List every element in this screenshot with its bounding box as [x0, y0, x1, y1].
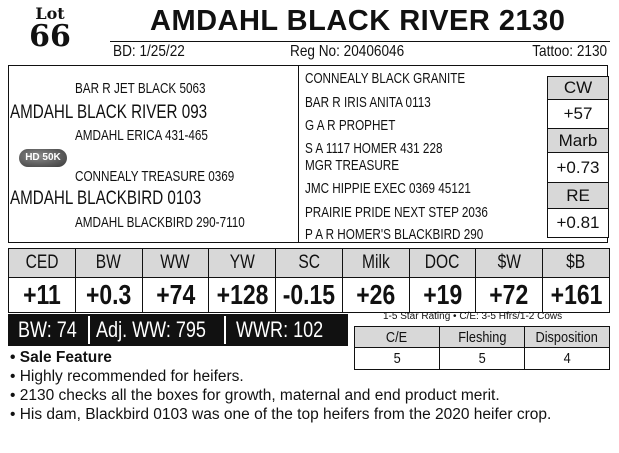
- epd-table: [8, 248, 610, 312]
- re-value: +0.81: [547, 208, 609, 238]
- comments: [10, 348, 610, 424]
- cw-label: CW: [547, 76, 609, 100]
- pedigree-right-5: MGR TREASURE: [305, 157, 400, 174]
- weaning-weight-ratio: WWR: 102: [236, 317, 324, 342]
- score-header-disposition: Disposition: [525, 327, 610, 348]
- dam: AMDAHL BLACKBIRD 0103: [10, 188, 202, 209]
- stat-separator: [224, 316, 226, 344]
- epd-value-yw: +128: [209, 278, 276, 313]
- pedigree-right-1: CONNEALY BLACK GRANITE: [305, 70, 466, 87]
- dam-sire: CONNEALY TREASURE 0369: [75, 168, 235, 185]
- epd-header-sc: SC: [276, 249, 343, 278]
- pedigree-right-7: PRAIRIE PRIDE NEXT STEP 2036: [305, 204, 488, 221]
- score-value-calving-ease: 5: [355, 348, 440, 370]
- sire-dam: AMDAHL ERICA 431-465: [75, 127, 208, 144]
- header-divider: [110, 41, 610, 42]
- epd-header-w-index: $W: [476, 249, 543, 278]
- epd-value-ww: +74: [142, 278, 209, 313]
- pedigree-right-8: P A R HOMER'S BLACKBIRD 290: [305, 226, 484, 243]
- dam-dam: AMDAHL BLACKBIRD 290-7110: [75, 214, 245, 231]
- epd-header-yw: YW: [209, 249, 276, 278]
- score-header-fleshing: Fleshing: [440, 327, 525, 348]
- rating-note: 1-5 Star Rating • C/E: 3-5 Hfrs/1-2 Cows: [383, 311, 563, 322]
- epd-header-bw: BW: [75, 249, 142, 278]
- comment-line: • 2130 checks all the boxes for growth, maternal and end product merit.: [10, 387, 500, 404]
- score-value-disposition: 4: [525, 348, 610, 370]
- epd-value-bw: +0.3: [75, 278, 142, 313]
- epd-header-ww: WW: [142, 249, 209, 278]
- sire: AMDAHL BLACK RIVER 093: [10, 102, 208, 123]
- birth-weight: BW: 74: [18, 317, 77, 342]
- epd-value-b-index: +161: [543, 278, 610, 313]
- adjusted-weaning-weight: Adj. WW: 795: [96, 317, 206, 342]
- marb-value: +0.73: [547, 152, 609, 183]
- score-header-calving-ease: C/E: [355, 327, 440, 348]
- pedigree-right-4: S A 1117 HOMER 431 228: [305, 140, 443, 157]
- pedigree-right-6: JMC HIPPIE EXEC 0369 45121: [305, 180, 471, 197]
- genomic-badge-icon: HD 50K: [19, 149, 67, 167]
- birth-date: BD: 1/25/22: [113, 43, 185, 60]
- score-value-fleshing: 5: [440, 348, 525, 370]
- epd-header-ced: CED: [9, 249, 76, 278]
- pedigree-right-3: G A R PROPHET: [305, 117, 396, 134]
- comment-line: • His dam, Blackbird 0103 was one of the top heifers from the 2020 heifer crop.: [10, 406, 552, 423]
- cw-value: +57: [547, 99, 609, 129]
- comment-line: • Highly recommended for heifers.: [10, 368, 244, 385]
- epd-value-milk: +26: [342, 278, 409, 313]
- tattoo: Tattoo: 2130: [532, 43, 607, 60]
- registration-number: Reg No: 20406046: [290, 43, 405, 60]
- sire-sire: BAR R JET BLACK 5063: [75, 80, 206, 97]
- marb-label: Marb: [547, 128, 609, 153]
- re-label: RE: [547, 182, 609, 209]
- epd-value-w-index: +72: [476, 278, 543, 313]
- epd-header-doc: DOC: [409, 249, 476, 278]
- epd-value-sc: -0.15: [276, 278, 343, 313]
- lot-label: Lot: [35, 4, 65, 23]
- epd-value-doc: +19: [409, 278, 476, 313]
- epd-value-ced: +11: [9, 278, 76, 313]
- sale-feature-label: • Sale Feature: [10, 349, 112, 366]
- pedigree-divider: [298, 65, 299, 243]
- animal-name: AMDAHL BLACK RIVER 2130: [150, 5, 566, 37]
- epd-header-milk: Milk: [342, 249, 409, 278]
- lot-number: 66: [29, 19, 71, 54]
- stat-separator: [88, 316, 90, 344]
- pedigree-right-2: BAR R IRIS ANITA 0113: [305, 94, 431, 111]
- epd-header-b-index: $B: [543, 249, 610, 278]
